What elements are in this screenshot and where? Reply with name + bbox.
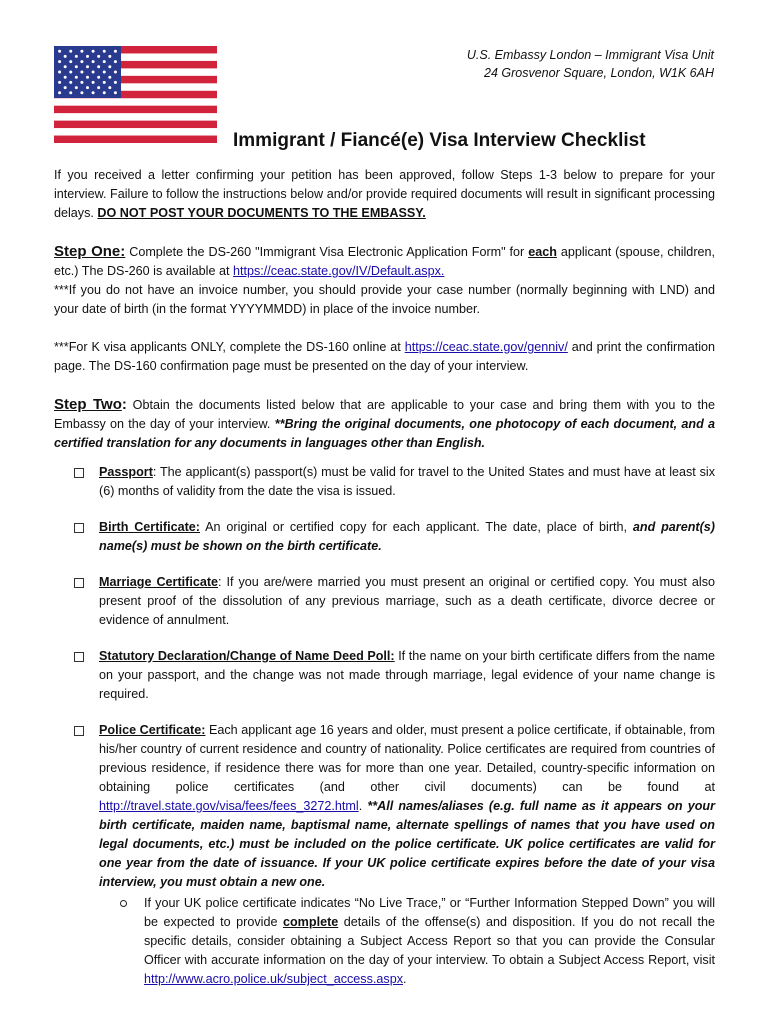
flag-star [75, 65, 78, 68]
flag-star [86, 76, 89, 79]
step-one-paragraph [54, 242, 715, 281]
flag-star [80, 60, 83, 63]
checkbox-statutory-declaration[interactable] [74, 652, 84, 662]
flag-star [58, 91, 61, 94]
flag-star [69, 71, 72, 74]
flag-star [64, 65, 67, 68]
sub-item-text: If your UK police certificate indicates “No Live Trace,” or “Further Information Stepped Down” you will be expected to provide [144, 896, 715, 929]
police-fees-link[interactable]: http://travel.state.gov/visa/fees/fees_3272.html [99, 799, 359, 813]
step-one-text-2: applicant (spouse, children, etc.) The DS-260 is available at [54, 245, 716, 278]
flag-star [80, 50, 83, 53]
police-link-period: . [358, 799, 363, 813]
flag-star [58, 50, 61, 53]
intro-text: If you received a letter confirming your petition has been approved, follow Steps 1-3 below to prepare for your interview. Failure to follow the instructions below and/or provide required documents will result in significant processing delays. [54, 168, 715, 220]
flag-canton [54, 46, 121, 98]
flag-star [97, 65, 100, 68]
flag-star [114, 50, 117, 53]
flag-star [64, 86, 67, 89]
checklist-item-police-certificate [54, 721, 715, 892]
flag-star [58, 60, 61, 63]
flag-star [108, 86, 111, 89]
flag-star [80, 81, 83, 84]
flag-star [69, 91, 72, 94]
k-visa-note-text: ***For K visa applicants ONLY, complete the DS-160 online at [54, 340, 401, 354]
flag-star [103, 50, 106, 53]
checkbox-police-certificate[interactable] [74, 726, 84, 736]
complete-emphasis: complete [282, 915, 339, 929]
flag-star [69, 60, 72, 63]
k-visa-note [54, 338, 715, 376]
flag-star [80, 91, 83, 94]
invoice-note: ***If you do not have an invoice number, you should provide your case number (normally beginning with LND) and your date of birth (in the format YYYYMMDD) in place of the invoice number. [54, 283, 715, 316]
flag-star [92, 71, 95, 74]
flag-star [64, 55, 67, 58]
flag-stripe [54, 98, 217, 106]
flag-star [103, 81, 106, 84]
birth-certificate-label: Birth Certificate: [99, 520, 200, 534]
flag-star [75, 86, 78, 89]
embassy-street-address: 24 Grosvenor Square, London, W1K 6AH [484, 66, 714, 80]
flag-star [92, 81, 95, 84]
flag-star [92, 60, 95, 63]
flag-star [80, 71, 83, 74]
flag-star [108, 55, 111, 58]
sub-item-no-live-trace [54, 894, 715, 989]
checklist-item-birth-certificate [54, 518, 715, 556]
flag-star [97, 55, 100, 58]
flag-stripe [54, 121, 217, 129]
checklist-item-marriage-certificate [54, 573, 715, 630]
flag-stripe [54, 136, 217, 143]
flag-star [97, 86, 100, 89]
flag-star [108, 76, 111, 79]
checkbox-passport[interactable] [74, 468, 84, 478]
circle-bullet-icon [120, 900, 127, 907]
police-certificate-emphasis: **All names/aliases (e.g. full name as it appears on your birth certificate, maiden name, baptismal name, alternate spellings of names that you have used on legal documents, etc.) must be included on the police certificate. UK police certificates are valid for one year from the date of issuance. If your UK police certificate expires before the date of your visa interview, you must obtain a new one. [99, 799, 715, 889]
flag-star [92, 50, 95, 53]
flag-star [92, 91, 95, 94]
flag-stripe [54, 128, 217, 136]
flag-star [108, 65, 111, 68]
us-flag-image [54, 46, 217, 143]
flag-star [69, 50, 72, 53]
flag-star [114, 91, 117, 94]
intro-paragraph [54, 166, 715, 223]
police-certificate-text: Each applicant age 16 years and older, must present a police certificate, if obtainable, from his/her country of current residence and country of nationality. Police certificates are required from countries of previous residence, if residence there was for more than one year. Detailed, country-specific information on obtaining police certificates (and other civil documents) can be found at [99, 723, 715, 794]
flag-star [64, 76, 67, 79]
flag-star [58, 71, 61, 74]
passport-label: Passport [99, 465, 153, 479]
step-two-colon: : [121, 396, 127, 413]
each-emphasis: each [528, 245, 557, 259]
checklist-item-statutory-declaration [54, 647, 715, 704]
birth-certificate-emphasis: and parent(s) name(s) must be shown on the birth certificate. [99, 520, 715, 553]
flag-star [103, 60, 106, 63]
flag-stripe [54, 106, 217, 114]
marriage-certificate-text: : If you are/were married you must present an original or certified copy. You must also present proof of the dissolution of any previous marriage, such as a death certificate, divorce decree or evidence of annulment. [99, 575, 715, 627]
checklist-item-passport [54, 463, 715, 501]
flag-star [58, 81, 61, 84]
checklist-body [54, 166, 715, 989]
flag-star [75, 76, 78, 79]
flag-star [97, 76, 100, 79]
step-two-heading: Step Two [54, 396, 122, 413]
birth-certificate-text: An original or certified copy for each applicant. The date, place of birth, [205, 520, 628, 534]
page-title: Immigrant / Fiancé(e) Visa Interview Checklist [233, 130, 646, 151]
checkbox-birth-certificate[interactable] [74, 523, 84, 533]
flag-star [75, 55, 78, 58]
embassy-address [467, 46, 714, 82]
step-two-paragraph [54, 395, 715, 453]
flag-star [114, 60, 117, 63]
passport-text: : The applicant(s) passport(s) must be valid for travel to the United States and must have at least six (6) months of validity from the date the visa is issued. [99, 465, 715, 498]
flag-stripe [54, 113, 217, 121]
flag-star [103, 71, 106, 74]
flag-star [103, 91, 106, 94]
k-visa-note-text-2: and print the confirmation page. The DS-160 confirmation page must be presented on the day of your interview. [54, 340, 716, 373]
step-one-text: Complete the DS-260 "Immigrant Visa Electronic Application Form" for [129, 245, 525, 259]
marriage-certificate-label: Marriage Certificate [99, 575, 219, 589]
acro-link[interactable]: http://www.acro.police.uk/subject_access.aspx [144, 972, 403, 986]
flag-star [69, 81, 72, 84]
flag-star [86, 86, 89, 89]
sub-item-text-2: details of the offense(s) and disposition. If you do not recall the specific details, consider obtaining a Subject Access Report so that you can provide the Consular Officer with accurate information on the day of your interview. To obtain a Subject Access Report, visit [144, 915, 716, 967]
step-one-heading: Step One: [54, 243, 126, 260]
ds260-link[interactable]: https://ceac.state.gov/IV/Default.aspx. [232, 264, 445, 278]
statutory-declaration-label: Statutory Declaration/Change of Name Deed Poll: [99, 649, 395, 663]
police-certificate-label: Police Certificate: [99, 723, 206, 737]
checkbox-marriage-certificate[interactable] [74, 578, 84, 588]
warning-text: DO NOT POST YOUR DOCUMENTS TO THE EMBASSY. [97, 206, 426, 220]
embassy-name: U.S. Embassy London – Immigrant Visa Unit [466, 48, 714, 62]
step-two-text: Obtain the documents listed below that are applicable to your case and bring them with you to the Embassy on the day of your interview. [54, 398, 715, 431]
step-two-emphasis: **Bring the original documents, one photocopy of each document, and a certified translation for any documents in languages other than English. [54, 417, 716, 450]
flag-star [114, 71, 117, 74]
flag-star [86, 55, 89, 58]
acro-link-period: . [403, 972, 407, 986]
ds160-link[interactable]: https://ceac.state.gov/genniv/ [404, 340, 568, 354]
flag-star [114, 81, 117, 84]
statutory-declaration-text: If the name on your birth certificate differs from the name on your passport, and the change was not made through marriage, legal evidence of your name change is required. [99, 649, 715, 701]
flag-star [86, 65, 89, 68]
